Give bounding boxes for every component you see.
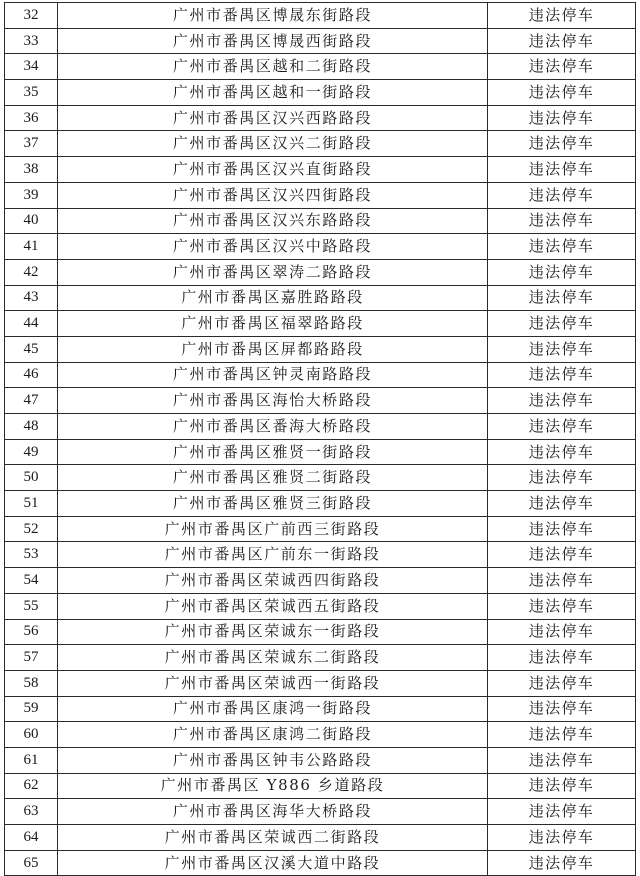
location-cell: 广州市番禺区康鸿一街路段 [58, 696, 488, 722]
table-row [5, 131, 636, 157]
location-cell: 广州市番禺区越和二街路段 [58, 54, 488, 80]
violation-type-cell: 违法停车 [488, 542, 636, 568]
violation-locations-table [4, 2, 636, 876]
table-row [5, 619, 636, 645]
row-number-cell: 64 [5, 825, 58, 851]
table-row [5, 722, 636, 748]
table-row [5, 850, 636, 876]
location-cell: 广州市番禺区福翠路路段 [58, 311, 488, 337]
table-body [5, 3, 636, 876]
row-number-cell: 46 [5, 362, 58, 388]
location-cell: 广州市番禺区海华大桥路段 [58, 799, 488, 825]
row-number-cell: 43 [5, 285, 58, 311]
violation-type-cell: 违法停车 [488, 645, 636, 671]
location-cell: 广州市番禺区康鸿二街路段 [58, 722, 488, 748]
location-cell: 广州市番禺区汉兴西路路段 [58, 105, 488, 131]
row-number-cell: 45 [5, 336, 58, 362]
row-number-cell: 34 [5, 54, 58, 80]
table-row [5, 80, 636, 106]
table-row [5, 336, 636, 362]
location-cell: 广州市番禺区嘉胜路路段 [58, 285, 488, 311]
row-number-cell: 38 [5, 157, 58, 183]
location-cell: 广州市番禺区博晟西街路段 [58, 28, 488, 54]
location-cell: 广州市番禺区海怡大桥路段 [58, 388, 488, 414]
row-number-cell: 49 [5, 439, 58, 465]
violation-type-cell: 违法停车 [488, 773, 636, 799]
location-cell: 广州市番禺区汉兴东路路段 [58, 208, 488, 234]
location-cell: 广州市番禺区汉兴直街路段 [58, 157, 488, 183]
location-cell: 广州市番禺区汉溪大道中路段 [58, 850, 488, 876]
violation-type-cell: 违法停车 [488, 568, 636, 594]
location-cell: 广州市番禺区荣诚西四街路段 [58, 568, 488, 594]
violation-type-cell: 违法停车 [488, 850, 636, 876]
location-cell: 广州市番禺区荣诚西一街路段 [58, 670, 488, 696]
row-number-cell: 33 [5, 28, 58, 54]
table-row [5, 157, 636, 183]
violation-type-cell: 违法停车 [488, 105, 636, 131]
row-number-cell: 52 [5, 516, 58, 542]
violation-type-cell: 违法停车 [488, 825, 636, 851]
violation-type-cell: 违法停车 [488, 593, 636, 619]
row-number-cell: 44 [5, 311, 58, 337]
table-row [5, 696, 636, 722]
location-cell: 广州市番禺区汉兴四街路段 [58, 182, 488, 208]
table-row [5, 593, 636, 619]
row-number-cell: 41 [5, 234, 58, 260]
table-row [5, 825, 636, 851]
location-cell: 广州市番禺区翠涛二路路段 [58, 259, 488, 285]
table-row [5, 208, 636, 234]
table-row [5, 234, 636, 260]
violation-type-cell: 违法停车 [488, 234, 636, 260]
location-cell: 广州市番禺区钟灵南路路段 [58, 362, 488, 388]
table-row [5, 516, 636, 542]
table-row [5, 439, 636, 465]
location-cell: 广州市番禺区荣诚西二街路段 [58, 825, 488, 851]
violation-type-cell: 违法停车 [488, 516, 636, 542]
location-cell: 广州市番禺区汉兴中路路段 [58, 234, 488, 260]
row-number-cell: 32 [5, 3, 58, 29]
violation-type-cell: 违法停车 [488, 3, 636, 29]
row-number-cell: 50 [5, 465, 58, 491]
location-cell: 广州市番禺区雅贤二街路段 [58, 465, 488, 491]
violation-type-cell: 违法停车 [488, 491, 636, 517]
violation-type-cell: 违法停车 [488, 619, 636, 645]
row-number-cell: 61 [5, 747, 58, 773]
location-cell: 广州市番禺区屏都路路段 [58, 336, 488, 362]
table-row [5, 285, 636, 311]
table-row [5, 542, 636, 568]
violation-type-cell: 违法停车 [488, 799, 636, 825]
row-number-cell: 35 [5, 80, 58, 106]
violation-type-cell: 违法停车 [488, 311, 636, 337]
location-cell: 广州市番禺区博晟东街路段 [58, 3, 488, 29]
violation-type-cell: 违法停车 [488, 285, 636, 311]
location-cell: 广州市番禺区 Y886 乡道路段 [58, 773, 488, 799]
location-cell: 广州市番禺区越和一街路段 [58, 80, 488, 106]
table-row [5, 465, 636, 491]
table-row [5, 362, 636, 388]
table-row [5, 54, 636, 80]
location-cell: 广州市番禺区雅贤三街路段 [58, 491, 488, 517]
row-number-cell: 36 [5, 105, 58, 131]
violation-type-cell: 违法停车 [488, 696, 636, 722]
location-cell: 广州市番禺区汉兴二街路段 [58, 131, 488, 157]
table-row [5, 747, 636, 773]
row-number-cell: 48 [5, 414, 58, 440]
violation-type-cell: 违法停车 [488, 747, 636, 773]
location-cell: 广州市番禺区钟韦公路路段 [58, 747, 488, 773]
violation-type-cell: 违法停车 [488, 54, 636, 80]
location-cell: 广州市番禺区广前东一街路段 [58, 542, 488, 568]
row-number-cell: 56 [5, 619, 58, 645]
row-number-cell: 58 [5, 670, 58, 696]
row-number-cell: 47 [5, 388, 58, 414]
table-row [5, 3, 636, 29]
row-number-cell: 55 [5, 593, 58, 619]
violation-type-cell: 违法停车 [488, 336, 636, 362]
violation-type-cell: 违法停车 [488, 414, 636, 440]
violation-type-cell: 违法停车 [488, 208, 636, 234]
row-number-cell: 37 [5, 131, 58, 157]
row-number-cell: 57 [5, 645, 58, 671]
table-row [5, 182, 636, 208]
table-row [5, 645, 636, 671]
table-row [5, 388, 636, 414]
violation-type-cell: 违法停车 [488, 259, 636, 285]
violation-type-cell: 违法停车 [488, 362, 636, 388]
violation-type-cell: 违法停车 [488, 439, 636, 465]
row-number-cell: 63 [5, 799, 58, 825]
row-number-cell: 40 [5, 208, 58, 234]
violation-type-cell: 违法停车 [488, 388, 636, 414]
table-row [5, 491, 636, 517]
row-number-cell: 54 [5, 568, 58, 594]
location-cell: 广州市番禺区番海大桥路段 [58, 414, 488, 440]
row-number-cell: 59 [5, 696, 58, 722]
violation-type-cell: 违法停车 [488, 722, 636, 748]
table-row [5, 568, 636, 594]
violation-type-cell: 违法停车 [488, 131, 636, 157]
row-number-cell: 62 [5, 773, 58, 799]
violation-type-cell: 违法停车 [488, 670, 636, 696]
row-number-cell: 42 [5, 259, 58, 285]
table-row [5, 414, 636, 440]
violation-type-cell: 违法停车 [488, 157, 636, 183]
location-cell: 广州市番禺区广前西三街路段 [58, 516, 488, 542]
row-number-cell: 53 [5, 542, 58, 568]
row-number-cell: 51 [5, 491, 58, 517]
table-row [5, 773, 636, 799]
table-row [5, 259, 636, 285]
row-number-cell: 65 [5, 850, 58, 876]
table-row [5, 670, 636, 696]
location-cell: 广州市番禺区荣诚西五街路段 [58, 593, 488, 619]
violation-type-cell: 违法停车 [488, 182, 636, 208]
location-cell: 广州市番禺区荣诚东一街路段 [58, 619, 488, 645]
row-number-cell: 60 [5, 722, 58, 748]
table-row [5, 311, 636, 337]
row-number-cell: 39 [5, 182, 58, 208]
table-row [5, 105, 636, 131]
violation-type-cell: 违法停车 [488, 28, 636, 54]
location-cell: 广州市番禺区荣诚东二街路段 [58, 645, 488, 671]
table-row [5, 28, 636, 54]
table-row [5, 799, 636, 825]
location-cell: 广州市番禺区雅贤一街路段 [58, 439, 488, 465]
violation-type-cell: 违法停车 [488, 80, 636, 106]
violation-type-cell: 违法停车 [488, 465, 636, 491]
